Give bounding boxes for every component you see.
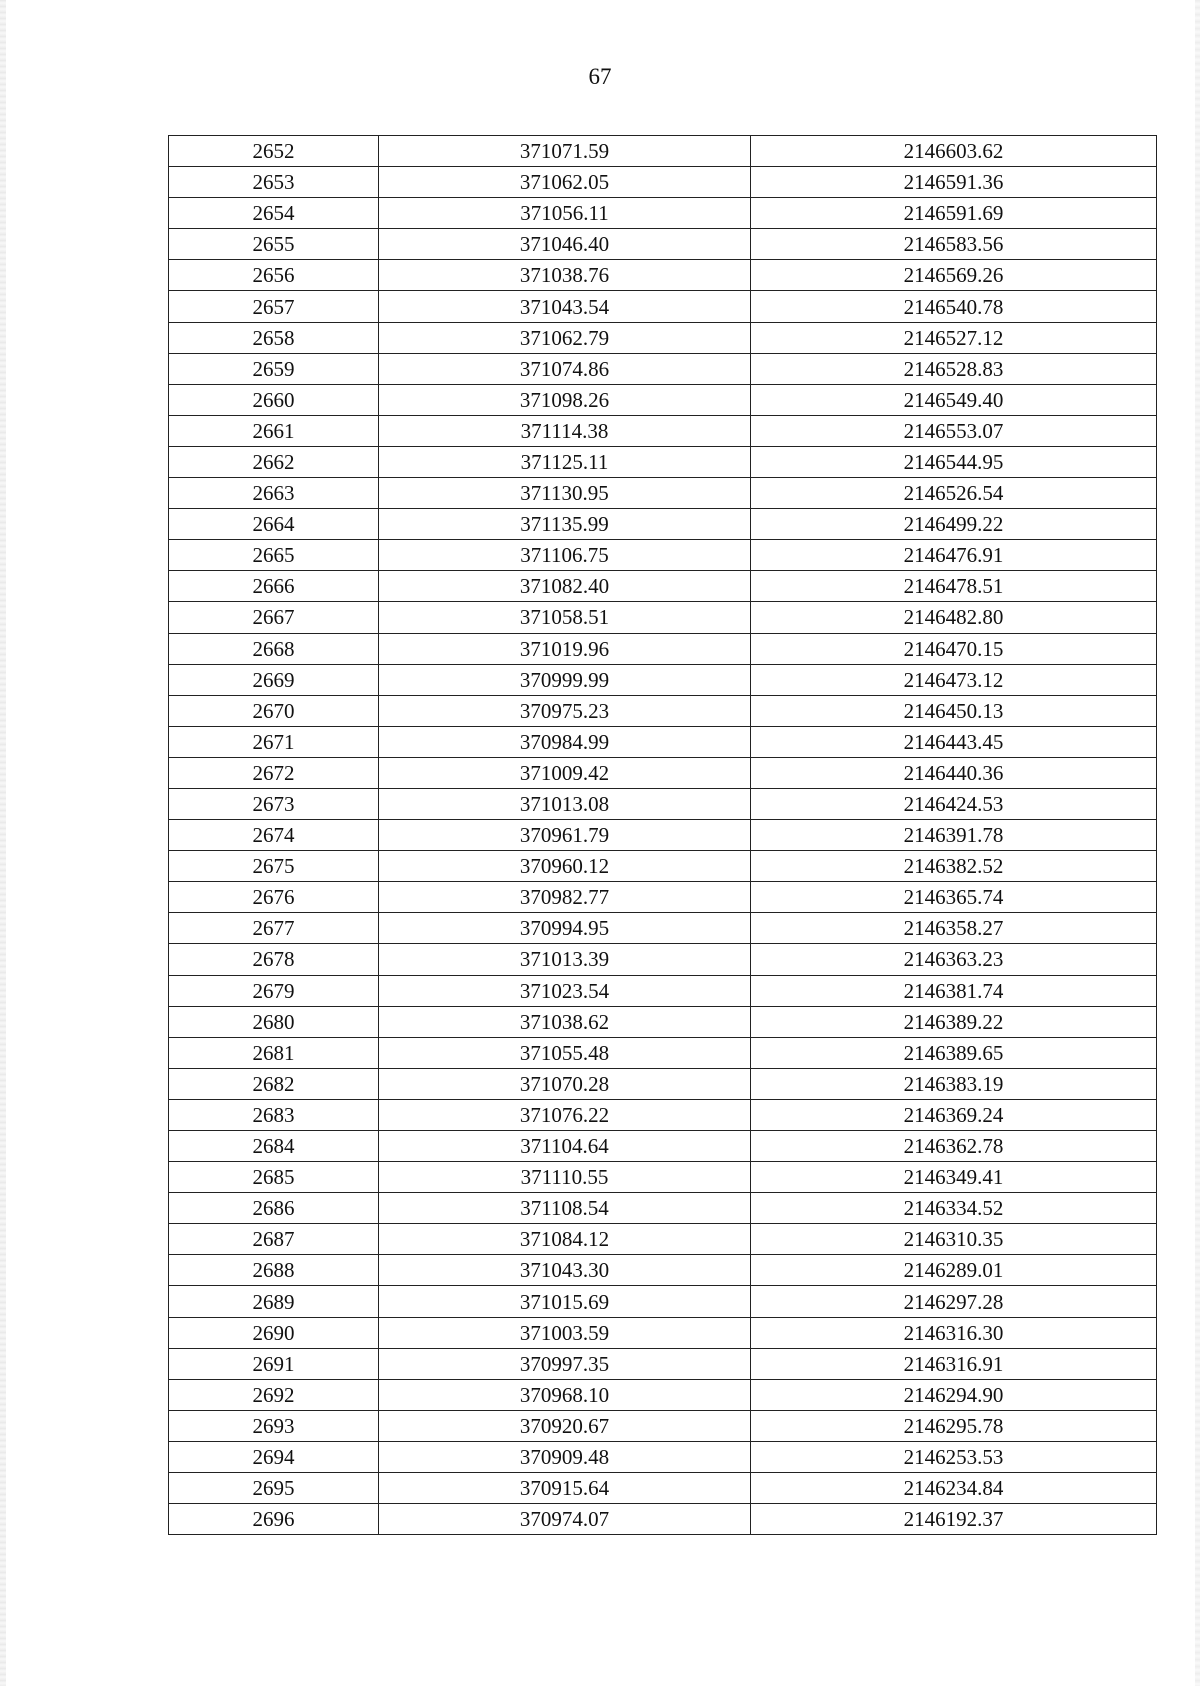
point-id-cell: 2681 (169, 1037, 379, 1068)
point-id-cell: 2682 (169, 1068, 379, 1099)
x-coordinate-cell: 371058.51 (379, 602, 751, 633)
x-coordinate-cell: 371055.48 (379, 1037, 751, 1068)
point-id-cell: 2694 (169, 1441, 379, 1472)
table-row (169, 291, 1157, 322)
y-coordinate-cell: 2146478.51 (751, 571, 1157, 602)
point-id-cell: 2686 (169, 1193, 379, 1224)
y-coordinate-cell: 2146424.53 (751, 788, 1157, 819)
point-id-cell: 2696 (169, 1504, 379, 1535)
point-id-cell: 2683 (169, 1099, 379, 1130)
y-coordinate-cell: 2146450.13 (751, 695, 1157, 726)
y-coordinate-cell: 2146334.52 (751, 1193, 1157, 1224)
point-id-cell: 2663 (169, 478, 379, 509)
point-id-cell: 2653 (169, 167, 379, 198)
point-id-cell: 2667 (169, 602, 379, 633)
point-id-cell: 2659 (169, 353, 379, 384)
y-coordinate-cell: 2146591.69 (751, 198, 1157, 229)
point-id-cell: 2672 (169, 757, 379, 788)
y-coordinate-cell: 2146603.62 (751, 136, 1157, 167)
y-coordinate-cell: 2146369.24 (751, 1099, 1157, 1130)
point-id-cell: 2675 (169, 851, 379, 882)
point-id-cell: 2662 (169, 446, 379, 477)
x-coordinate-cell: 371038.62 (379, 1006, 751, 1037)
x-coordinate-cell: 370961.79 (379, 820, 751, 851)
table-row (169, 1131, 1157, 1162)
table-row (169, 944, 1157, 975)
table-row (169, 1286, 1157, 1317)
point-id-cell: 2665 (169, 540, 379, 571)
y-coordinate-cell: 2146295.78 (751, 1410, 1157, 1441)
point-id-cell: 2671 (169, 726, 379, 757)
x-coordinate-cell: 370968.10 (379, 1379, 751, 1410)
point-id-cell: 2676 (169, 882, 379, 913)
y-coordinate-cell: 2146549.40 (751, 384, 1157, 415)
x-coordinate-cell: 371082.40 (379, 571, 751, 602)
y-coordinate-cell: 2146358.27 (751, 913, 1157, 944)
table-row (169, 1099, 1157, 1130)
y-coordinate-cell: 2146362.78 (751, 1131, 1157, 1162)
y-coordinate-cell: 2146310.35 (751, 1224, 1157, 1255)
table-row (169, 1068, 1157, 1099)
table-row (169, 571, 1157, 602)
y-coordinate-cell: 2146316.91 (751, 1348, 1157, 1379)
y-coordinate-cell: 2146528.83 (751, 353, 1157, 384)
x-coordinate-cell: 371056.11 (379, 198, 751, 229)
x-coordinate-cell: 370982.77 (379, 882, 751, 913)
table-row (169, 540, 1157, 571)
y-coordinate-cell: 2146289.01 (751, 1255, 1157, 1286)
x-coordinate-cell: 371074.86 (379, 353, 751, 384)
y-coordinate-cell: 2146391.78 (751, 820, 1157, 851)
point-id-cell: 2660 (169, 384, 379, 415)
point-id-cell: 2658 (169, 322, 379, 353)
table-row (169, 913, 1157, 944)
point-id-cell: 2684 (169, 1131, 379, 1162)
y-coordinate-cell: 2146526.54 (751, 478, 1157, 509)
y-coordinate-cell: 2146253.53 (751, 1441, 1157, 1472)
y-coordinate-cell: 2146544.95 (751, 446, 1157, 477)
x-coordinate-cell: 370994.95 (379, 913, 751, 944)
x-coordinate-cell: 370999.99 (379, 664, 751, 695)
y-coordinate-cell: 2146482.80 (751, 602, 1157, 633)
x-coordinate-cell: 371019.96 (379, 633, 751, 664)
x-coordinate-cell: 371084.12 (379, 1224, 751, 1255)
y-coordinate-cell: 2146389.65 (751, 1037, 1157, 1068)
y-coordinate-cell: 2146349.41 (751, 1162, 1157, 1193)
point-id-cell: 2661 (169, 415, 379, 446)
y-coordinate-cell: 2146381.74 (751, 975, 1157, 1006)
table-row (169, 633, 1157, 664)
point-id-cell: 2654 (169, 198, 379, 229)
point-id-cell: 2695 (169, 1473, 379, 1504)
point-id-cell: 2673 (169, 788, 379, 819)
point-id-cell: 2690 (169, 1317, 379, 1348)
x-coordinate-cell: 371125.11 (379, 446, 751, 477)
y-coordinate-cell: 2146473.12 (751, 664, 1157, 695)
x-coordinate-cell: 371070.28 (379, 1068, 751, 1099)
y-coordinate-cell: 2146527.12 (751, 322, 1157, 353)
table-row (169, 509, 1157, 540)
y-coordinate-cell: 2146294.90 (751, 1379, 1157, 1410)
y-coordinate-cell: 2146591.36 (751, 167, 1157, 198)
table-row (169, 726, 1157, 757)
table-row (169, 415, 1157, 446)
x-coordinate-cell: 371003.59 (379, 1317, 751, 1348)
point-id-cell: 2674 (169, 820, 379, 851)
point-id-cell: 2652 (169, 136, 379, 167)
table-row (169, 851, 1157, 882)
point-id-cell: 2670 (169, 695, 379, 726)
x-coordinate-cell: 371013.39 (379, 944, 751, 975)
point-id-cell: 2678 (169, 944, 379, 975)
point-id-cell: 2680 (169, 1006, 379, 1037)
table-row (169, 260, 1157, 291)
y-coordinate-cell: 2146382.52 (751, 851, 1157, 882)
table-row (169, 167, 1157, 198)
x-coordinate-cell: 371104.64 (379, 1131, 751, 1162)
x-coordinate-cell: 371110.55 (379, 1162, 751, 1193)
point-id-cell: 2677 (169, 913, 379, 944)
y-coordinate-cell: 2146383.19 (751, 1068, 1157, 1099)
table-row (169, 1473, 1157, 1504)
x-coordinate-cell: 370915.64 (379, 1473, 751, 1504)
point-id-cell: 2689 (169, 1286, 379, 1317)
table-row (169, 322, 1157, 353)
table-row (169, 602, 1157, 633)
point-id-cell: 2688 (169, 1255, 379, 1286)
y-coordinate-cell: 2146192.37 (751, 1504, 1157, 1535)
x-coordinate-cell: 371106.75 (379, 540, 751, 571)
x-coordinate-cell: 371043.54 (379, 291, 751, 322)
table-row (169, 820, 1157, 851)
coordinate-table (168, 135, 1157, 1535)
x-coordinate-cell: 371062.79 (379, 322, 751, 353)
y-coordinate-cell: 2146389.22 (751, 1006, 1157, 1037)
x-coordinate-cell: 370974.07 (379, 1504, 751, 1535)
point-id-cell: 2692 (169, 1379, 379, 1410)
table-row (169, 229, 1157, 260)
y-coordinate-cell: 2146363.23 (751, 944, 1157, 975)
table-row (169, 1255, 1157, 1286)
x-coordinate-cell: 371071.59 (379, 136, 751, 167)
x-coordinate-cell: 371043.30 (379, 1255, 751, 1286)
x-coordinate-cell: 371046.40 (379, 229, 751, 260)
table-row (169, 882, 1157, 913)
point-id-cell: 2693 (169, 1410, 379, 1441)
coordinate-table-body (169, 136, 1157, 1535)
table-row (169, 446, 1157, 477)
point-id-cell: 2679 (169, 975, 379, 1006)
y-coordinate-cell: 2146440.36 (751, 757, 1157, 788)
table-row (169, 1037, 1157, 1068)
table-row (169, 136, 1157, 167)
table-row (169, 1006, 1157, 1037)
point-id-cell: 2657 (169, 291, 379, 322)
point-id-cell: 2669 (169, 664, 379, 695)
point-id-cell: 2691 (169, 1348, 379, 1379)
x-coordinate-cell: 371023.54 (379, 975, 751, 1006)
point-id-cell: 2687 (169, 1224, 379, 1255)
y-coordinate-cell: 2146499.22 (751, 509, 1157, 540)
x-coordinate-cell: 371108.54 (379, 1193, 751, 1224)
point-id-cell: 2668 (169, 633, 379, 664)
x-coordinate-cell: 371135.99 (379, 509, 751, 540)
x-coordinate-cell: 370997.35 (379, 1348, 751, 1379)
table-row (169, 975, 1157, 1006)
y-coordinate-cell: 2146476.91 (751, 540, 1157, 571)
x-coordinate-cell: 370909.48 (379, 1441, 751, 1472)
table-row (169, 1410, 1157, 1441)
table-row (169, 695, 1157, 726)
x-coordinate-cell: 371114.38 (379, 415, 751, 446)
table-row (169, 664, 1157, 695)
point-id-cell: 2655 (169, 229, 379, 260)
point-id-cell: 2666 (169, 571, 379, 602)
scan-edge-left (0, 0, 6, 1686)
table-row (169, 1348, 1157, 1379)
y-coordinate-cell: 2146569.26 (751, 260, 1157, 291)
x-coordinate-cell: 371130.95 (379, 478, 751, 509)
y-coordinate-cell: 2146470.15 (751, 633, 1157, 664)
x-coordinate-cell: 370920.67 (379, 1410, 751, 1441)
table-row (169, 384, 1157, 415)
y-coordinate-cell: 2146540.78 (751, 291, 1157, 322)
x-coordinate-cell: 370975.23 (379, 695, 751, 726)
table-row (169, 1224, 1157, 1255)
table-row (169, 1379, 1157, 1410)
y-coordinate-cell: 2146234.84 (751, 1473, 1157, 1504)
table-row (169, 1317, 1157, 1348)
x-coordinate-cell: 371098.26 (379, 384, 751, 415)
point-id-cell: 2656 (169, 260, 379, 291)
y-coordinate-cell: 2146553.07 (751, 415, 1157, 446)
point-id-cell: 2685 (169, 1162, 379, 1193)
table-row (169, 478, 1157, 509)
x-coordinate-cell: 370960.12 (379, 851, 751, 882)
table-row (169, 1162, 1157, 1193)
table-row (169, 1441, 1157, 1472)
x-coordinate-cell: 371009.42 (379, 757, 751, 788)
table-row (169, 757, 1157, 788)
table-row (169, 1504, 1157, 1535)
x-coordinate-cell: 371038.76 (379, 260, 751, 291)
table-row (169, 1193, 1157, 1224)
x-coordinate-cell: 371076.22 (379, 1099, 751, 1130)
x-coordinate-cell: 371013.08 (379, 788, 751, 819)
x-coordinate-cell: 371015.69 (379, 1286, 751, 1317)
scan-edge-right (1195, 0, 1200, 1686)
y-coordinate-cell: 2146316.30 (751, 1317, 1157, 1348)
x-coordinate-cell: 370984.99 (379, 726, 751, 757)
table-row (169, 353, 1157, 384)
y-coordinate-cell: 2146297.28 (751, 1286, 1157, 1317)
x-coordinate-cell: 371062.05 (379, 167, 751, 198)
point-id-cell: 2664 (169, 509, 379, 540)
y-coordinate-cell: 2146443.45 (751, 726, 1157, 757)
table-row (169, 198, 1157, 229)
y-coordinate-cell: 2146365.74 (751, 882, 1157, 913)
table-row (169, 788, 1157, 819)
y-coordinate-cell: 2146583.56 (751, 229, 1157, 260)
page-number: 67 (588, 64, 612, 89)
